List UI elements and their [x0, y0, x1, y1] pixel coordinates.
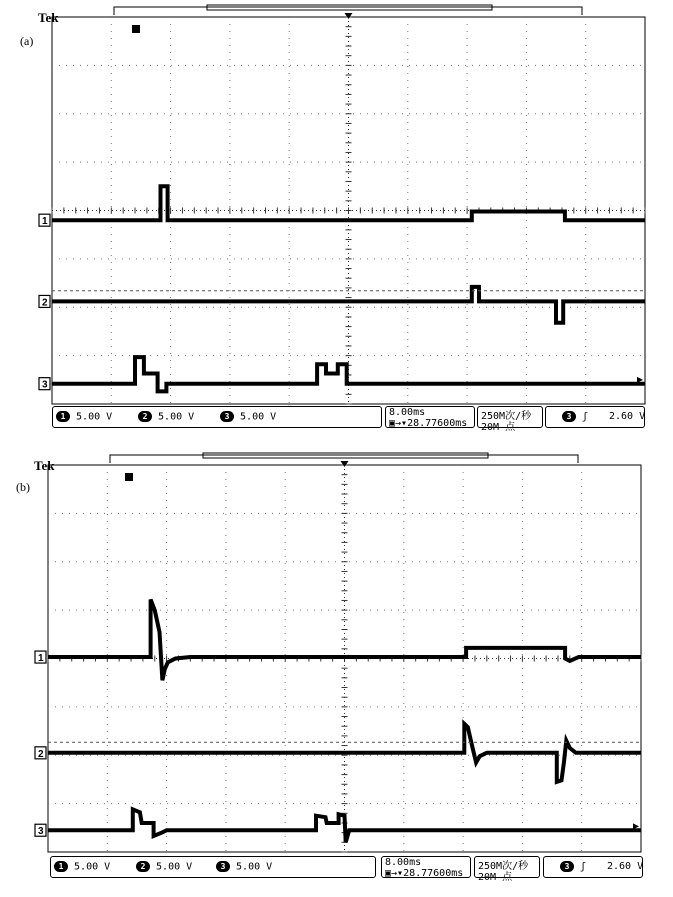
trigger-source-icon: 3: [562, 411, 576, 422]
ch1-icon: 1: [54, 861, 68, 872]
timebase-value: 8.00ms: [385, 857, 422, 868]
panel-tag: (a): [20, 34, 34, 48]
trigger-position: 28.77600ms: [403, 868, 464, 879]
trigger-position: 28.77600ms: [407, 418, 468, 429]
panel-tag: (b): [16, 480, 30, 494]
record-length: 20M 点: [481, 422, 516, 433]
ch3-scale: 5.00 V: [240, 411, 277, 423]
panel-a: [0, 0, 673, 440]
ch3-icon: 3: [220, 411, 234, 422]
trace-ch3: [48, 809, 641, 842]
channel-marker-label: 1: [38, 653, 44, 665]
ch3-scale: 5.00 V: [236, 861, 273, 873]
rising-edge-icon: ʃ: [582, 411, 589, 423]
channel-marker-label: 1: [42, 216, 48, 228]
trigger-position-icon: ▣→▾: [385, 868, 404, 879]
ch2-scale: 5.00 V: [158, 411, 195, 423]
ch1-scale: 5.00 V: [76, 411, 113, 423]
channel-marker-label: 3: [42, 379, 48, 391]
ch2-icon: 2: [138, 411, 152, 422]
panel-b: [0, 450, 673, 890]
trigger-marker-icon: [125, 473, 133, 481]
trigger-position-marker: [345, 13, 353, 19]
brand-label: Tek: [38, 10, 59, 25]
status-bar: [0, 404, 673, 433]
trace-ch3: [52, 357, 645, 391]
ch3-icon: 3: [216, 861, 230, 872]
record-length: 20M 点: [478, 872, 513, 883]
status-bar: [0, 854, 673, 883]
trigger-source-icon: 3: [560, 861, 574, 872]
rising-edge-icon: ʃ: [580, 861, 587, 873]
scope-display-a: [0, 0, 673, 440]
sample-rate: 250M次/秒: [478, 861, 529, 872]
trigger-level: 2.60 V: [609, 411, 646, 422]
brand-label: Tek: [34, 458, 55, 473]
ch2-icon: 2: [136, 861, 150, 872]
scope-display-b: [0, 450, 673, 890]
channel-marker-label: 2: [42, 297, 48, 309]
trigger-level: 2.60 V: [607, 861, 644, 872]
ch2-scale: 5.00 V: [156, 861, 193, 873]
ch1-icon: 1: [56, 411, 70, 422]
trigger-position-marker: [341, 461, 349, 467]
channel-marker-label: 2: [38, 748, 44, 760]
channel-marker-label: 3: [38, 826, 44, 838]
ch1-scale: 5.00 V: [74, 861, 111, 873]
trigger-marker-icon: [132, 25, 140, 33]
timebase-value: 8.00ms: [389, 407, 426, 418]
sample-rate: 250M次/秒: [481, 411, 532, 422]
trigger-position-icon: ▣→▾: [389, 418, 408, 429]
